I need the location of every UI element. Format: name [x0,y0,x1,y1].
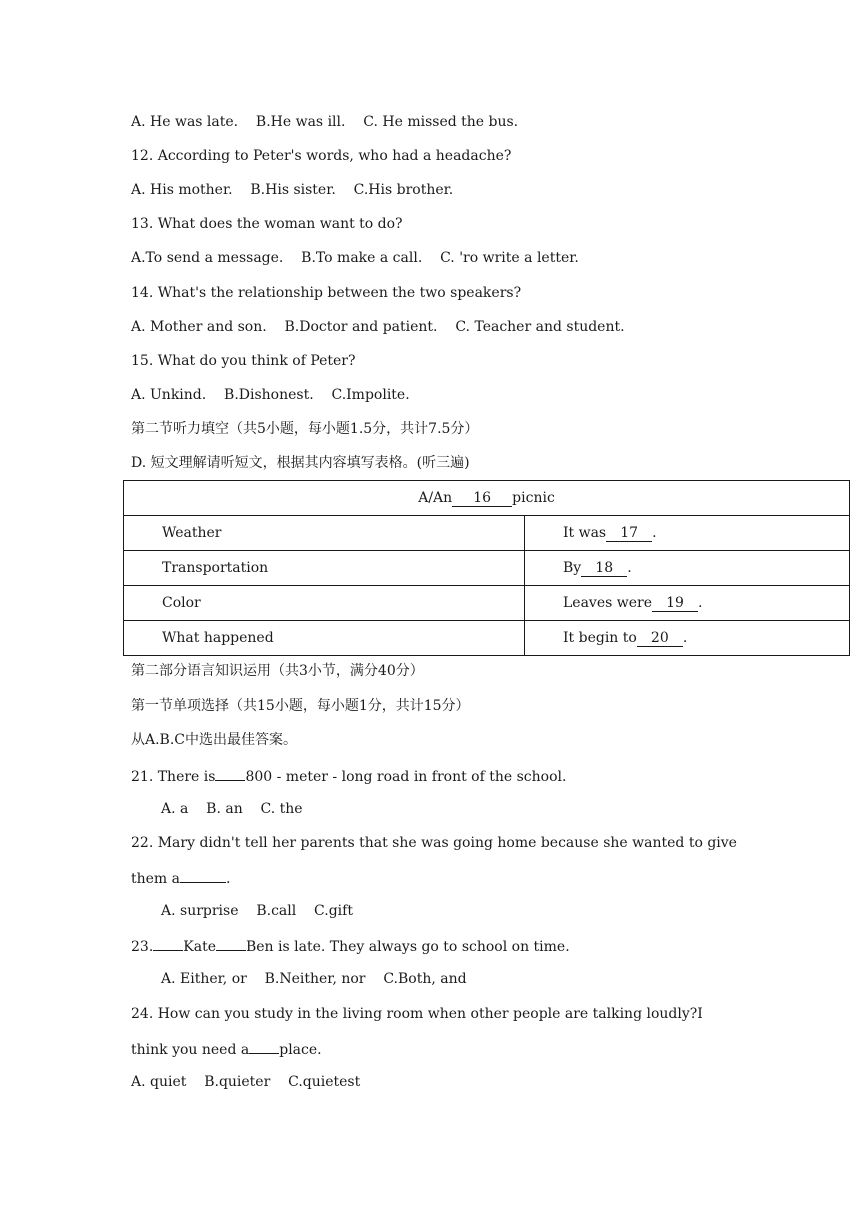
q14-option-c: C. Teacher and student. [455,319,625,335]
q15-option-c: C.Impolite. [331,387,410,403]
section2-instruction: D. 短文理解请听短文，根据其内容填写表格。(听三遍) [131,455,470,471]
q23-options [161,970,467,988]
q23-blank-2 [216,936,246,951]
q22-option-c: C.gift [314,903,353,919]
q23-text-mid: Kate [183,939,216,955]
row-value-what-happened [525,621,850,656]
q15-option-b: B.Dishonest. [224,387,314,403]
row-suffix: . [652,524,657,541]
q24-line1: 24. How can you study in the living room when other people are talking loudly?I [131,1006,703,1022]
table-row [124,516,850,551]
row-suffix: . [682,629,688,646]
row-label-color: Color [124,586,525,621]
row-value-color [525,586,850,621]
q12-question: 12. According to Peter's words, who had a headache? [131,148,512,164]
sub1-instruction: 从A.B.C中选出最佳答案。 [131,732,298,748]
listening-fill-table [123,480,850,656]
q22-options [161,902,353,920]
sub1-heading: 第一节单项选择（共15小题，每小题1分，共计15分） [131,698,470,714]
row-label-transportation: Transportation [124,551,525,586]
row-label-what-happened: What happened [124,621,525,656]
row-prefix: By [563,559,582,576]
q13-option-c: C. 'ro write a letter. [440,250,579,266]
q12-option-c: C.His brother. [353,182,454,198]
q23-text-after: Ben is late. They always go to school on time. [245,939,570,955]
table-row [124,621,850,656]
q13-option-a: A.To send a message. [131,250,284,266]
q24-blank [249,1039,279,1054]
row-prefix: Leaves were [563,594,653,611]
blank-16: 16 [452,490,512,507]
q23-question [131,936,570,956]
q21-question [131,766,566,786]
q14-options [131,318,625,336]
q24-option-c: C.quietest [288,1074,361,1090]
q21-option-b: B. an [206,801,243,817]
section2-heading: 第二节听力填空（共5小题，每小题1.5分，共计7.5分） [131,421,479,437]
q22-text-before: them a [131,871,180,887]
blank-19: 19 [652,595,698,612]
q21-option-a: A. a [161,801,189,817]
q22-option-a: A. surprise [161,903,239,919]
q23-option-a: A. Either, or [161,971,247,987]
q14-question: 14. What's the relationship between the two speakers? [131,285,522,301]
q15-options [131,386,410,404]
q14-option-b: B.Doctor and patient. [284,319,438,335]
q13-options [131,249,579,267]
q12-option-b: B.His sister. [250,182,336,198]
q21-option-c: C. the [260,801,303,817]
q24-option-a: A. quiet [131,1074,187,1090]
blank-18: 18 [581,560,627,577]
row-label-weather: Weather [124,516,525,551]
q12-options [131,181,453,199]
q21-options [161,800,303,818]
q23-number: 23. [131,939,154,955]
q11-option-a: A. He was late. [131,114,239,130]
table-header-row [124,481,850,516]
q11-options [131,113,518,131]
q11-option-c: C. He missed the bus. [363,114,519,130]
table-title-prefix: A/An [418,489,453,506]
row-value-transportation [525,551,850,586]
q13-option-b: B.To make a call. [301,250,423,266]
q12-option-a: A. His mother. [131,182,233,198]
q24-text-before: think you need a [131,1042,250,1058]
blank-17: 17 [606,525,652,542]
q21-blank [215,766,245,781]
q23-option-b: B.Neither, nor [264,971,366,987]
q24-line2 [131,1039,322,1059]
q23-blank-1 [153,936,183,951]
part2-heading: 第二部分语言知识运用（共3小节，满分40分） [131,663,424,679]
q24-option-b: B.quieter [204,1074,271,1090]
table-row [124,551,850,586]
q22-text-after: . [226,871,231,887]
q21-text-after: 800 - meter - long road in front of the school. [245,769,567,785]
q14-option-a: A. Mother and son. [131,319,267,335]
row-prefix: It was [563,524,607,541]
q15-option-a: A. Unkind. [131,387,207,403]
q11-option-b: B.He was ill. [255,114,346,130]
table-title [124,481,850,516]
row-prefix: It begin to [563,629,637,646]
blank-20: 20 [637,630,683,647]
q24-options [131,1073,360,1091]
row-value-weather [525,516,850,551]
q22-option-b: B.call [256,903,297,919]
q22-line1: 22. Mary didn't tell her parents that she was going home because she wanted to give [131,835,737,851]
row-suffix: . [698,594,703,611]
q22-blank [180,868,226,883]
table-row [124,586,850,621]
q24-text-after: place. [279,1042,322,1058]
q21-text-before: 21. There is [131,769,216,785]
q15-question: 15. What do you think of Peter? [131,353,356,369]
q13-question: 13. What does the woman want to do? [131,216,403,232]
q23-option-c: C.Both, and [383,971,467,987]
table-title-suffix: picnic [512,489,555,506]
row-suffix: . [627,559,632,576]
q22-line2 [131,868,230,888]
